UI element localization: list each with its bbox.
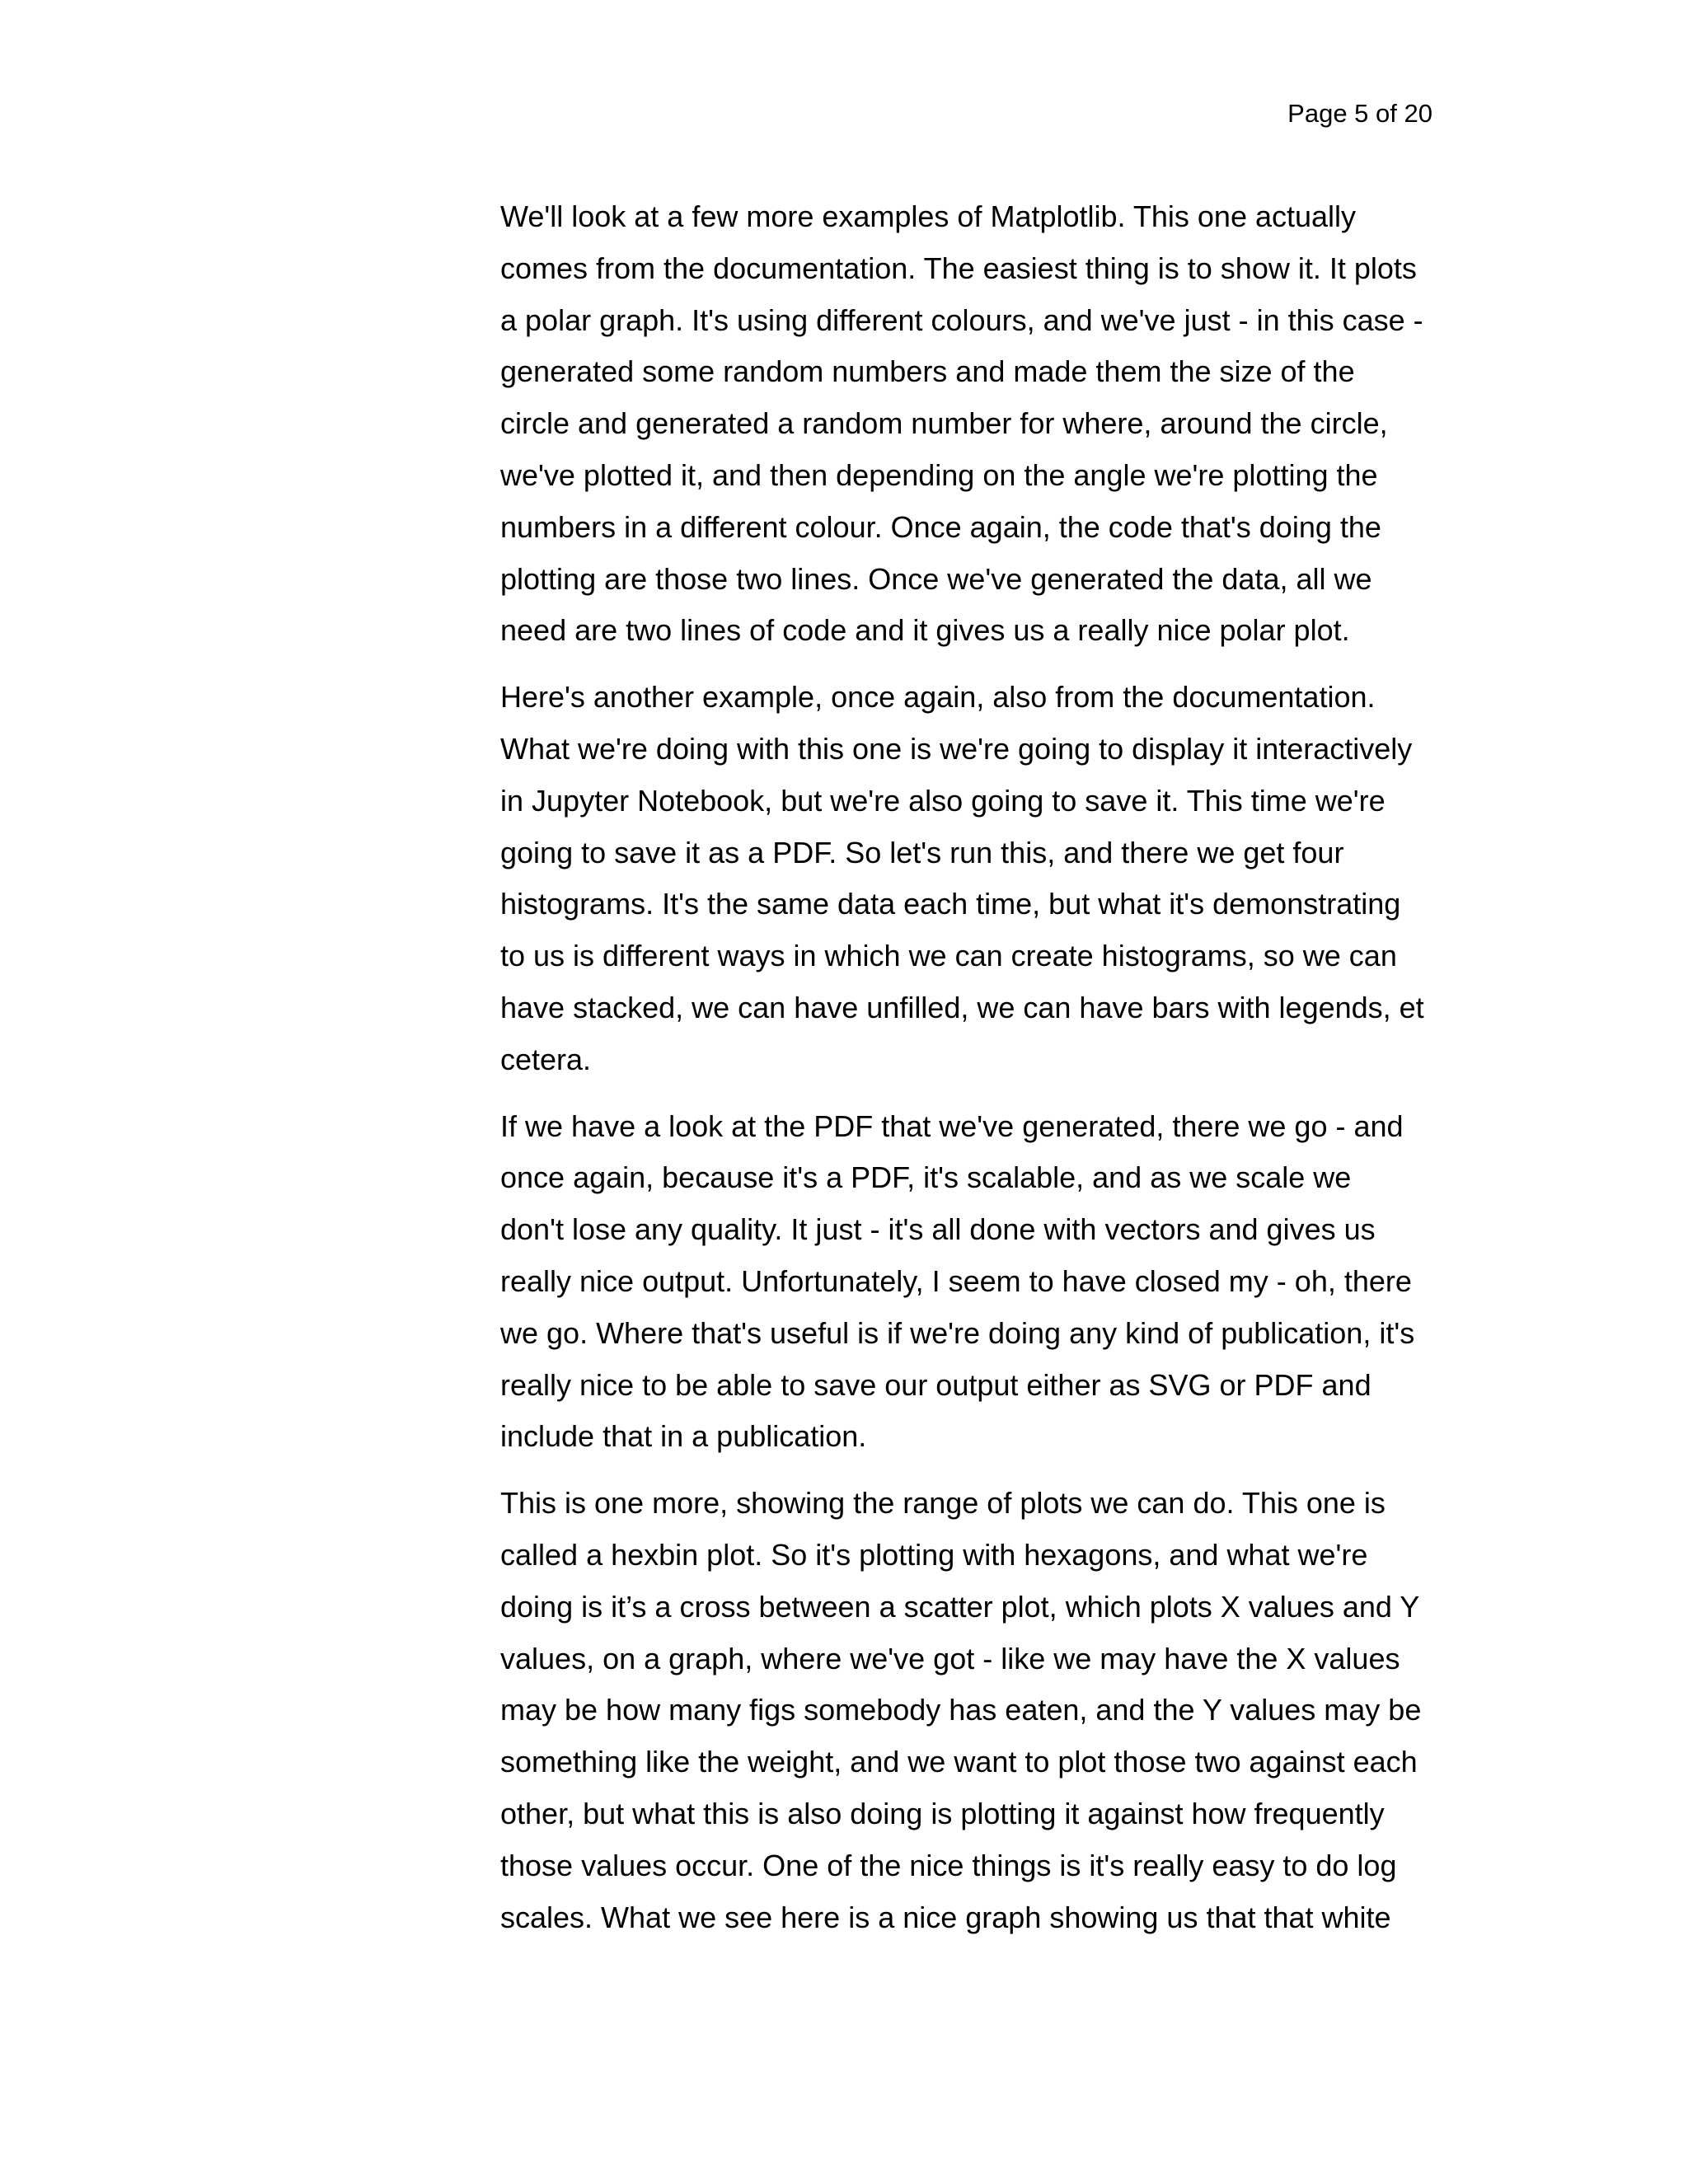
- text-line: We'll look at a few more examples of Matplotlib. This one actually: [500, 199, 1357, 233]
- text-line: going to save it as a PDF. So let's run this, and there we get four: [500, 835, 1344, 869]
- text-line: comes from the documentation. The easiest thing is to show it. It plots: [500, 251, 1417, 285]
- text-line: have stacked, we can have unfilled, we can have bars with legends, et: [500, 990, 1424, 1024]
- text-line: really nice output. Unfortunately, I seem to have closed my - oh, there: [500, 1263, 1412, 1298]
- text-line: called a hexbin plot. So it's plotting with hexagons, and what we're: [500, 1537, 1368, 1572]
- text-line: in Jupyter Notebook, but we're also going to save it. This time we're: [500, 783, 1386, 818]
- text-line: doing is it’s a cross between a scatter plot, which plots X values and Y: [500, 1589, 1420, 1624]
- text-line: If we have a look at the PDF that we've generated, there we go - and: [500, 1108, 1404, 1143]
- text-line: may be how many figs somebody has eaten, and the Y values may be: [500, 1693, 1422, 1727]
- paragraph-hexbin-plot: [500, 1478, 1440, 1943]
- paragraph-histograms: [500, 672, 1440, 1085]
- text-line: other, but what this is also doing is plotting it against how frequently: [500, 1796, 1385, 1830]
- text-line: something like the weight, and we want to plot those two against each: [500, 1745, 1418, 1779]
- text-line: histograms. It's the same data each time, but what it's demonstrating: [500, 887, 1401, 921]
- text-line: numbers in a different colour. Once again, the code that's doing the: [500, 509, 1381, 544]
- text-line: to us is different ways in which we can create histograms, so we can: [500, 939, 1397, 973]
- text-line: we go. Where that's useful is if we're doing any kind of publication, it's: [500, 1315, 1415, 1350]
- document-body: [500, 191, 1440, 1958]
- text-line: those values occur. One of the nice things is it's really easy to do log: [500, 1848, 1397, 1882]
- text-line: really nice to be able to save our output either as SVG or PDF and: [500, 1367, 1372, 1402]
- text-line: values, on a graph, where we've got - like we may have the X values: [500, 1641, 1400, 1675]
- text-line: scales. What we see here is a nice graph showing us that that white: [500, 1900, 1391, 1934]
- paragraph-polar-plot: [500, 191, 1440, 657]
- text-line: circle and generated a random number for where, around the circle,: [500, 406, 1388, 441]
- text-line: cetera.: [500, 1042, 592, 1076]
- text-line: don't lose any quality. It just - it's all done with vectors and gives us: [500, 1212, 1376, 1247]
- text-line: What we're doing with this one is we're going to display it interactively: [500, 731, 1413, 766]
- text-line: plotting are those two lines. Once we've generated the data, all we: [500, 561, 1372, 596]
- text-line: once again, because it's a PDF, it's scalable, and as we scale we: [500, 1160, 1352, 1195]
- text-line: Here's another example, once again, also from the documentation.: [500, 680, 1376, 715]
- text-line: need are two lines of code and it gives us a really nice polar plot.: [500, 613, 1350, 648]
- text-line: include that in a publication.: [500, 1419, 867, 1454]
- text-line: a polar graph. It's using different colours, and we've just - in this case -: [500, 302, 1423, 337]
- text-line: generated some random numbers and made them the size of the: [500, 354, 1355, 389]
- text-line: This is one more, showing the range of plots we can do. This one is: [500, 1486, 1386, 1521]
- page-number: Page 5 of 20: [1287, 99, 1432, 128]
- text-line: we've plotted it, and then depending on the angle we're plotting the: [500, 457, 1378, 492]
- paragraph-pdf-output: [500, 1101, 1440, 1464]
